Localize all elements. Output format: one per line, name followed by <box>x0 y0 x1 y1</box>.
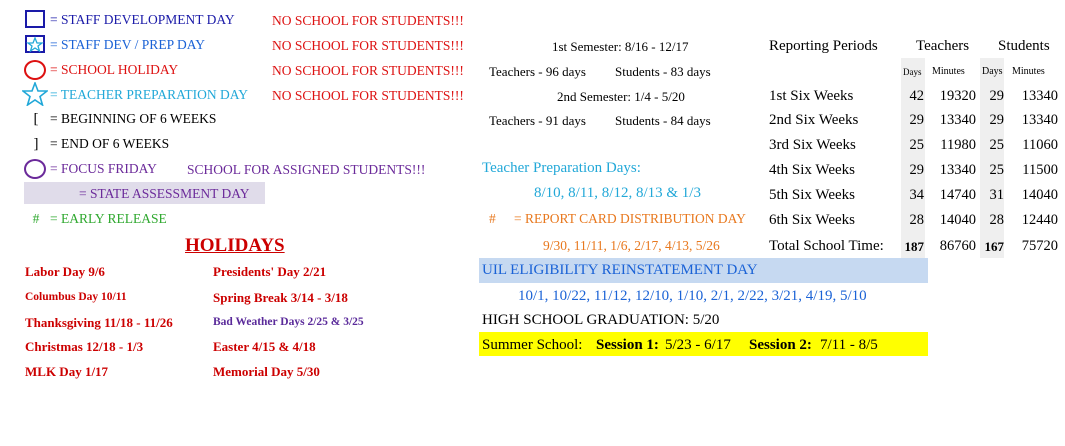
circle-purple-icon <box>24 158 48 180</box>
legend-staff-development: = STAFF DEVELOPMENT DAY <box>24 9 235 31</box>
teacher-days: 34 <box>909 187 924 203</box>
period-label: 3rd Six Weeks <box>769 137 856 153</box>
no-school-note: NO SCHOOL FOR STUDENTS!!! <box>272 38 464 53</box>
teacher-prep-title: Teacher Preparation Days: <box>482 160 641 176</box>
first-semester-students: Students - 83 days <box>615 64 711 79</box>
session1-label: Session 1: <box>596 337 659 353</box>
subheader-days: Days <box>982 66 1003 77</box>
report-card-symbol: # <box>489 211 496 226</box>
report-card-label: = REPORT CARD DISTRIBUTION DAY <box>514 211 746 226</box>
holiday-item: Spring Break 3/14 - 3/18 <box>213 290 348 305</box>
student-days: 31 <box>989 187 1004 203</box>
student-minutes: 13340 <box>1021 88 1058 104</box>
student-minutes: 11060 <box>1022 137 1058 153</box>
student-minutes: 14040 <box>1021 187 1058 203</box>
uil-dates: 10/1, 10/22, 11/12, 12/10, 1/10, 2/1, 2/22, 3/21, 4/19, 5/10 <box>518 288 867 304</box>
no-school-note: NO SCHOOL FOR STUDENTS!!! <box>272 63 464 78</box>
session1-dates: 5/23 - 6/17 <box>665 337 731 353</box>
teacher-days: 29 <box>909 112 924 128</box>
teacher-minutes: 14740 <box>939 187 976 203</box>
teacher-prep-dates: 8/10, 8/11, 8/12, 8/13 & 1/3 <box>534 185 701 201</box>
total-label: Total School Time: <box>769 238 884 254</box>
teacher-days: 42 <box>909 88 924 104</box>
teachers-header: Teachers <box>916 38 970 54</box>
bracket-open-symbol: [ <box>33 111 39 127</box>
session2-dates: 7/11 - 8/5 <box>820 337 878 353</box>
legend-beginning-6-weeks: [ = BEGINNING OF 6 WEEKS <box>24 108 216 130</box>
student-days: 29 <box>989 112 1004 128</box>
holiday-item: Christmas 12/18 - 1/3 <box>25 339 144 354</box>
teacher-minutes: 13340 <box>939 112 976 128</box>
teacher-days: 29 <box>909 162 924 178</box>
holiday-item: Easter 4/15 & 4/18 <box>213 339 316 354</box>
holiday-item: Presidents' Day 2/21 <box>213 264 327 279</box>
holiday-item: Labor Day 9/6 <box>25 264 105 279</box>
holidays-title: HOLIDAYS <box>185 235 285 256</box>
students-header: Students <box>998 38 1050 54</box>
student-minutes: 11500 <box>1022 162 1058 178</box>
student-days: 25 <box>989 162 1004 178</box>
legend-early-release: # = EARLY RELEASE <box>24 208 167 230</box>
bracket-close-symbol: ] <box>33 136 39 152</box>
student-days: 25 <box>989 137 1004 153</box>
total-teacher-minutes: 86760 <box>939 238 976 254</box>
holiday-item-bad-weather: Bad Weather Days 2/25 & 3/25 <box>213 316 364 328</box>
first-semester: 1st Semester: 8/16 - 12/17 <box>552 39 689 54</box>
star-icon <box>24 84 48 106</box>
student-days: 28 <box>989 212 1004 228</box>
total-student-minutes: 75720 <box>1021 238 1058 254</box>
no-school-note: NO SCHOOL FOR STUDENTS!!! <box>272 13 464 28</box>
no-school-note: NO SCHOOL FOR STUDENTS!!! <box>272 88 464 103</box>
holiday-item: MLK Day 1/17 <box>25 364 109 379</box>
square-icon <box>24 9 48 31</box>
period-label: 2nd Six Weeks <box>769 112 859 128</box>
second-semester: 2nd Semester: 1/4 - 5/20 <box>557 89 685 104</box>
holiday-item: Thanksgiving 11/18 - 11/26 <box>25 315 173 330</box>
reporting-periods-header: Reporting Periods <box>769 38 878 54</box>
teacher-days: 25 <box>909 137 924 153</box>
student-minutes: 13340 <box>1021 112 1058 128</box>
teacher-minutes: 14040 <box>939 212 976 228</box>
period-label: 6th Six Weeks <box>769 212 856 228</box>
subheader-days: Days <box>903 67 922 77</box>
report-card-dates: 9/30, 11/11, 1/6, 2/17, 4/13, 5/26 <box>543 238 720 253</box>
period-label: 5th Six Weeks <box>769 187 856 203</box>
holiday-item: Columbus Day 10/11 <box>25 291 127 303</box>
second-semester-teachers: Teachers - 91 days <box>489 113 586 128</box>
uil-title: UIL ELIGIBILITY REINSTATEMENT DAY <box>482 262 758 278</box>
holiday-item: Memorial Day 5/30 <box>213 364 320 379</box>
total-teacher-days: 187 <box>904 239 924 254</box>
total-student-days: 167 <box>984 239 1004 254</box>
legend-staff-dev-prep: = STAFF DEV / PREP DAY <box>24 34 205 56</box>
second-semester-students: Students - 84 days <box>615 113 711 128</box>
legend-teacher-prep: = TEACHER PREPARATION DAY <box>24 84 248 106</box>
subheader-minutes: Minutes <box>932 66 965 77</box>
session2-label: Session 2: <box>749 337 812 353</box>
period-label: 4th Six Weeks <box>769 162 856 178</box>
student-minutes: 12440 <box>1021 212 1058 228</box>
legend-state-assessment: = STATE ASSESSMENT DAY <box>79 186 250 201</box>
legend-end-6-weeks: ] = END OF 6 WEEKS <box>24 133 169 155</box>
hash-symbol: # <box>32 211 40 226</box>
summer-school-label: Summer School: <box>482 337 583 353</box>
teacher-minutes: 13340 <box>939 162 976 178</box>
legend-focus-friday: = FOCUS FRIDAY <box>24 158 157 180</box>
legend-school-holiday: = SCHOOL HOLIDAY <box>24 59 178 81</box>
graduation: HIGH SCHOOL GRADUATION: 5/20 <box>482 312 720 328</box>
assigned-students-note: SCHOOL FOR ASSIGNED STUDENTS!!! <box>187 162 426 177</box>
student-days: 29 <box>989 88 1004 104</box>
star-square-icon <box>24 34 48 56</box>
teacher-minutes: 11980 <box>940 137 976 153</box>
teacher-minutes: 19320 <box>939 88 976 104</box>
subheader-minutes: Minutes <box>1012 66 1045 77</box>
circle-icon <box>24 59 48 81</box>
period-label: 1st Six Weeks <box>769 88 854 104</box>
first-semester-teachers: Teachers - 96 days <box>489 64 586 79</box>
teacher-days: 28 <box>909 212 924 228</box>
